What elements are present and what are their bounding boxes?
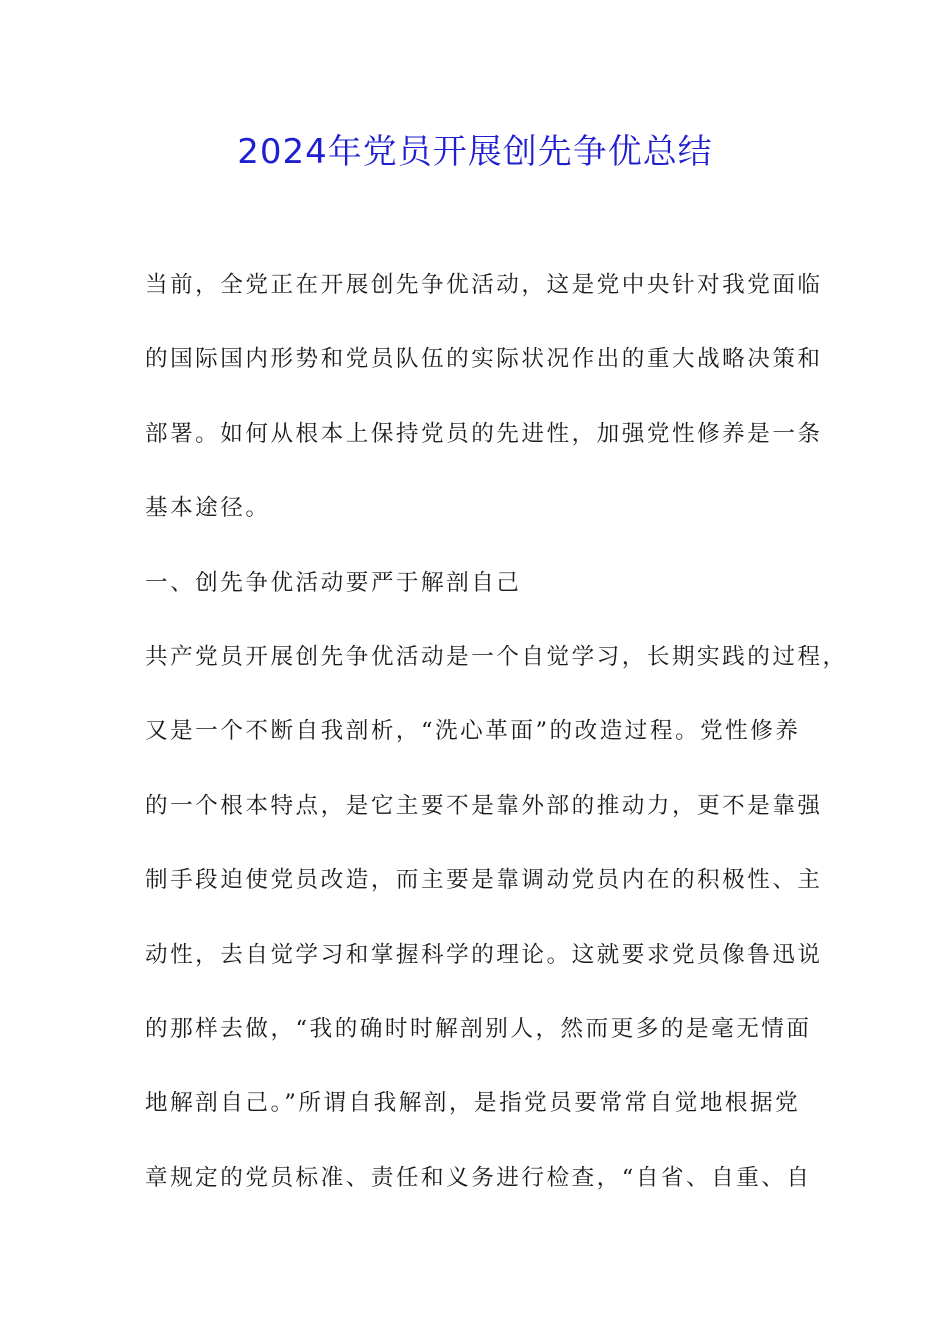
section-heading: 一、创先争优活动要严于解剖自己 (145, 569, 522, 596)
document-body (145, 262, 848, 1229)
document-title: 2024年党员开展创先争优总结 (237, 132, 713, 172)
text-line: 共产党员开展创先争优活动是一个自觉学习，长期实践的过程， (145, 643, 848, 670)
text-line: 又是一个不断自我剖析，“洗心革面”的改造过程。党性修养 (145, 718, 801, 745)
text-line: 的那样去做，“我的确时时解剖别人，然而更多的是毫无情面 (145, 1015, 812, 1042)
text-line: 的一个根本特点，是它主要不是靠外部的推动力，更不是靠强 (145, 792, 823, 819)
text-line: 地解剖自己。”所谓自我解剖，是指党员要常常自觉地根据党 (145, 1090, 801, 1117)
text-line: 部署。如何从根本上保持党员的先进性，加强党性修养是一条 (145, 420, 823, 447)
text-line: 动性，去自觉学习和掌握科学的理论。这就要求党员像鲁迅说 (145, 941, 823, 968)
text-line: 基本途径。 (145, 495, 271, 522)
text-line: 章规定的党员标准、责任和义务进行检查，“自省、自重、自 (145, 1164, 812, 1191)
text-line: 的国际国内形势和党员队伍的实际状况作出的重大战略决策和 (145, 346, 823, 373)
text-line: 制手段迫使党员改造，而主要是靠调动党员内在的积极性、主 (145, 867, 823, 894)
text-line: 当前，全党正在开展创先争优活动，这是党中央针对我党面临 (145, 272, 823, 298)
